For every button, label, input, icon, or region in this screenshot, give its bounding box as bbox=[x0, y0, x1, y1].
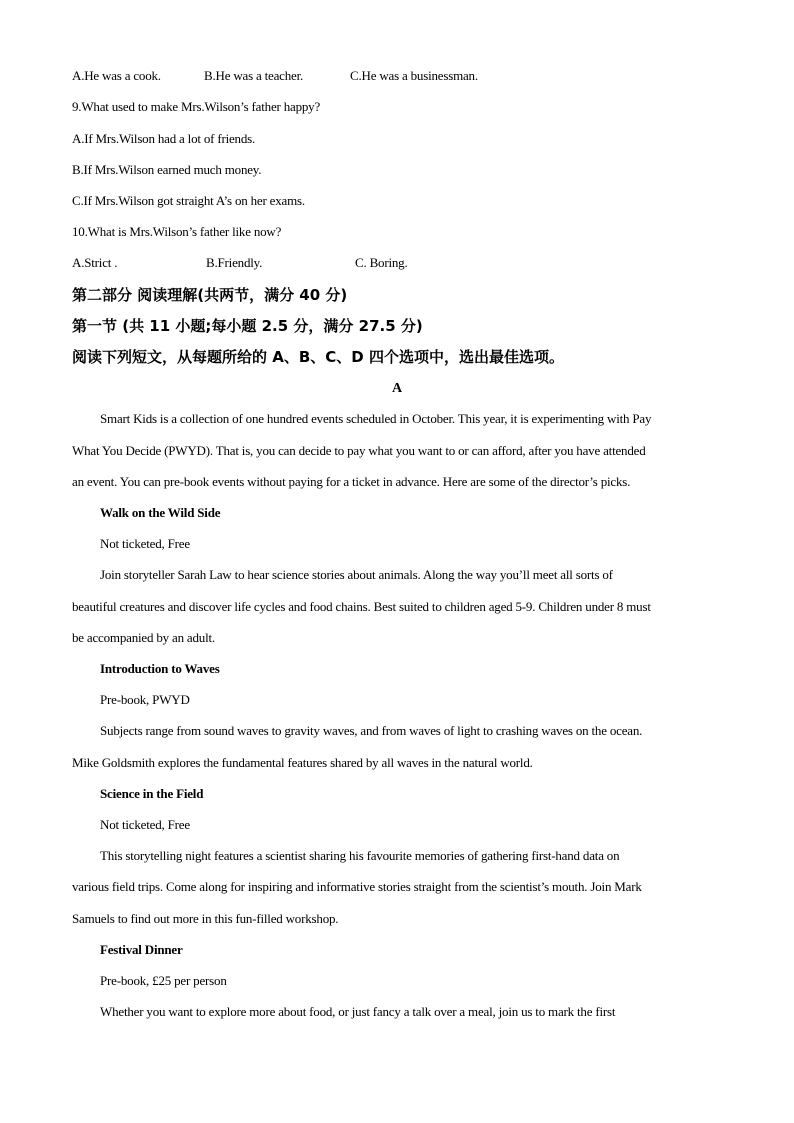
event-text-waves-1: Subjects range from sound waves to gravity waves, and from waves of light to crashing waves on the ocean. bbox=[100, 723, 643, 738]
reading-instruction: 阅读下列短文，从每题所给的 A、B、C、D 四个选项中，选出最佳选项。 bbox=[72, 348, 564, 366]
q8-option-a: A.He was a cook. bbox=[72, 68, 161, 83]
event-text-wild-side-3: be accompanied by an adult. bbox=[72, 630, 215, 645]
intro-line-1: Smart Kids is a collection of one hundred events scheduled in October. This year, it is experimenting with Pay bbox=[100, 411, 652, 426]
q10-option-c: C. Boring. bbox=[355, 255, 408, 270]
intro-line-3: an event. You can pre-book events without paying for a ticket in advance. Here are some of the director’s picks. bbox=[72, 474, 631, 489]
event-ticket-field: Not ticketed, Free bbox=[100, 817, 190, 832]
event-text-field-1: This storytelling night features a scientist sharing his favourite memories of gathering first-hand data on bbox=[100, 848, 620, 863]
q8-option-b: B.He was a teacher. bbox=[204, 68, 304, 83]
q9-question: 9.What used to make Mrs.Wilson’s father happy? bbox=[72, 99, 321, 114]
event-title-field: Science in the Field bbox=[100, 786, 204, 801]
event-text-field-2: various field trips. Come along for inspiring and informative stories straight from the scientist’s mouth. Join Mark bbox=[72, 879, 642, 894]
event-ticket-wild-side: Not ticketed, Free bbox=[100, 536, 190, 551]
q10-option-b: B.Friendly. bbox=[206, 255, 263, 270]
event-title-wild-side: Walk on the Wild Side bbox=[100, 505, 221, 520]
section1-title: 第一节 (共 11 小题;每小题 2.5 分，满分 27.5 分) bbox=[72, 317, 423, 335]
event-text-dinner-1: Whether you want to explore more about food, or just fancy a talk over a meal, join us to mark the first bbox=[100, 1004, 616, 1019]
event-ticket-dinner: Pre-book, £25 per person bbox=[100, 973, 227, 988]
passage-label: A bbox=[391, 381, 403, 396]
intro-line-2: What You Decide (PWYD). That is, you can decide to pay what you want to or can afford, after you have attended bbox=[72, 443, 646, 458]
event-title-waves: Introduction to Waves bbox=[100, 661, 220, 676]
event-text-wild-side-2: beautiful creatures and discover life cycles and food chains. Best suited to children aged 5-9. Children under 8 must bbox=[72, 599, 651, 614]
event-ticket-waves: Pre-book, PWYD bbox=[100, 692, 190, 707]
q10-option-a: A.Strict . bbox=[72, 255, 118, 270]
event-title-dinner: Festival Dinner bbox=[100, 942, 183, 957]
event-text-field-3: Samuels to find out more in this fun-filled workshop. bbox=[72, 911, 339, 926]
q9-option-c: C.If Mrs.Wilson got straight A’s on her exams. bbox=[72, 193, 305, 208]
q9-option-a: A.If Mrs.Wilson had a lot of friends. bbox=[72, 131, 256, 146]
event-text-waves-2: Mike Goldsmith explores the fundamental features shared by all waves in the natural world. bbox=[72, 755, 533, 770]
q9-option-b: B.If Mrs.Wilson earned much money. bbox=[72, 162, 262, 177]
part2-title: 第二部分 阅读理解(共两节，满分 40 分) bbox=[72, 286, 348, 304]
q10-question: 10.What is Mrs.Wilson’s father like now? bbox=[72, 224, 282, 239]
q8-option-c: C.He was a businessman. bbox=[350, 68, 478, 83]
event-text-wild-side-1: Join storyteller Sarah Law to hear science stories about animals. Along the way you’ll meet all sorts of bbox=[100, 567, 613, 582]
